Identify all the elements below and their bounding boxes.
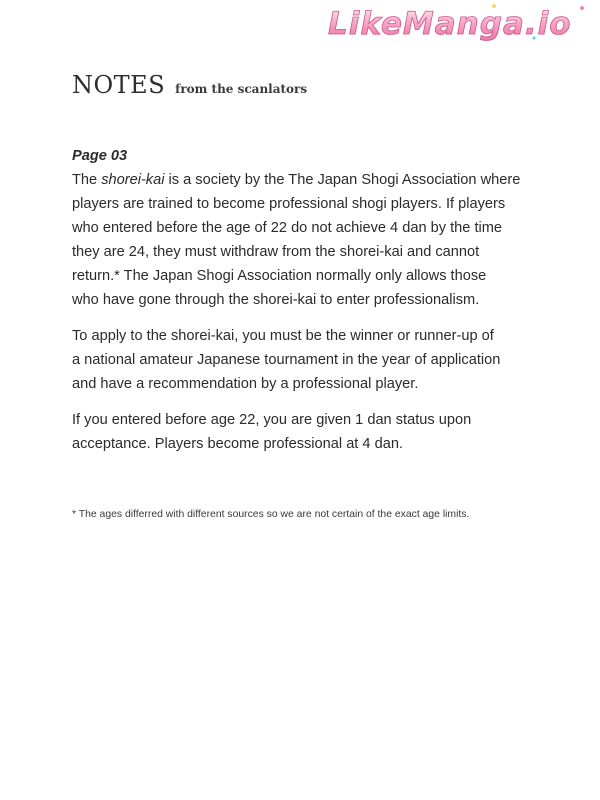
- notes-title: NOTES: [72, 71, 166, 99]
- text-line: return.* The Japan Shogi Association normally only allows those: [72, 268, 487, 284]
- notes-heading: [72, 64, 307, 101]
- notes-subtitle: from the scanlators: [175, 82, 308, 96]
- watermark-text: LikeManga.io: [328, 6, 572, 42]
- notes-body: [72, 144, 532, 468]
- text-line: they are 24, they must withdraw from the shorei-kai and cannot: [72, 244, 480, 260]
- watermark-logo: [324, 0, 596, 44]
- text-line: If you entered before age 22, you are given 1 dan status upon: [72, 412, 472, 428]
- paragraph-shorei-kai-definition: [72, 168, 532, 312]
- text-line: acceptance. Players become professional at 4 dan.: [72, 436, 403, 452]
- page-label: Page 03: [72, 148, 128, 164]
- text-fragment: The: [72, 172, 102, 188]
- text-line: a national amateur Japanese tournament in the year of application: [72, 352, 501, 368]
- text-line: and have a recommendation by a professional player.: [72, 376, 419, 392]
- paragraph-dan-status: [72, 408, 532, 456]
- text-line: who have gone through the shorei-kai to enter professionalism.: [72, 292, 480, 308]
- paragraph-application: [72, 324, 532, 396]
- text-line: [72, 168, 532, 192]
- term-shorei-kai: shorei-kai: [101, 172, 165, 188]
- text-line: who entered before the age of 22 do not achieve 4 dan by the time: [72, 220, 503, 236]
- text-line: To apply to the shorei-kai, you must be the winner or runner-up of: [72, 328, 494, 344]
- text-line: players are trained to become professional shogi players. If players: [72, 196, 506, 212]
- text-fragment: is a society by the The Japan Shogi Association where: [164, 172, 521, 188]
- footnote: * The ages differred with different sources so we are not certain of the exact age limits.: [72, 509, 470, 520]
